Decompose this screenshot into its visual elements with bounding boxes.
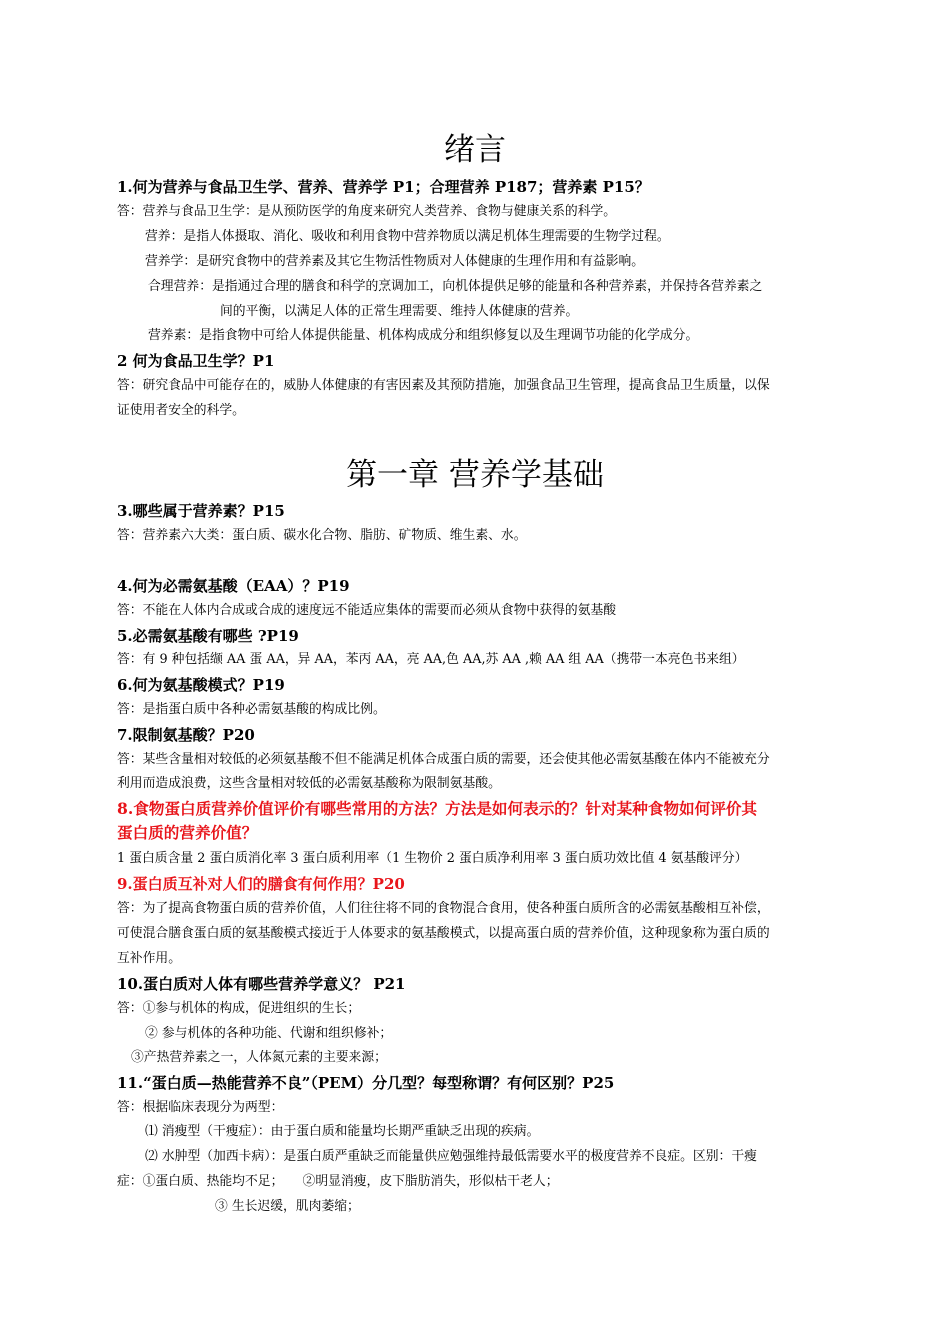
question-4: 4.何为必需氨基酸（EAA）？P19 bbox=[117, 577, 350, 595]
answer-11-line-4: 症：①蛋白质、热能均不足； ②明显消瘦，皮下脂肪消失，形似枯干老人； bbox=[117, 1174, 559, 1189]
question-10: 10.蛋白质对人体有哪些营养学意义？ P21 bbox=[117, 975, 406, 993]
answer-6: 答：是指蛋白质中各种必需氨基酸的构成比例。 bbox=[117, 702, 386, 717]
answer-11-line-5: ③ 生长迟缓，肌肉萎缩； bbox=[215, 1199, 360, 1214]
answer-1-line-5: 间的平衡，以满足人体的正常生理需要、维持人体健康的营养。 bbox=[220, 304, 579, 319]
answer-9-line-2: 可使混合膳食蛋白质的氨基酸模式接近于人体要求的氨基酸模式，以提高蛋白质的营养价值，这种现象称为蛋白质的 bbox=[117, 926, 770, 941]
answer-9-line-1: 答：为了提高食物蛋白质的营养价值，人们往往将不同的食物混合食用，使各种蛋白质所含的必需氨基酸相互补偿， bbox=[117, 901, 770, 916]
answer-1-line-3: 营养学：是研究食物中的营养素及其它生物活性物质对人体健康的生理作用和有益影响。 bbox=[145, 254, 645, 269]
answer-4: 答：不能在人体内合成或合成的速度远不能适应集体的需要而必须从食物中获得的氨基酸 bbox=[117, 603, 617, 618]
answer-1-line-1: 答：营养与食品卫生学：是从预防医学的角度来研究人类营养、食物与健康关系的科学。 bbox=[117, 204, 617, 219]
answer-5: 答：有 9 种包括缬 AA 蛋 AA，异 AA，苯丙 AA，亮 AA,色 AA,苏 AA ,赖 AA 组 AA（携带一本亮色书来组） bbox=[117, 652, 745, 667]
question-8-line-1: 8.食物蛋白质营养价值评价有哪些常用的方法？方法是如何表示的？针对某种食物如何评价其 bbox=[117, 799, 758, 818]
answer-10-line-1: 答：①参与机体的构成，促进组织的生长； bbox=[117, 1001, 361, 1016]
answer-8: 1 蛋白质含量 2 蛋白质消化率 3 蛋白质利用率（1 生物价 2 蛋白质净利用率 3 蛋白质功效比值 4 氨基酸评分） bbox=[117, 851, 748, 866]
section-title-intro: 绪言 bbox=[444, 132, 506, 168]
question-11: 11.“蛋白质—热能营养不良”（PEM）分几型？每型称谓？有何区别？P25 bbox=[117, 1074, 615, 1092]
answer-11-line-3: ⑵ 水肿型（加西卡病）：是蛋白质严重缺乏而能量供应勉强维持最低需要水平的极度营养不良症。区别：干瘦 bbox=[145, 1149, 757, 1164]
answer-1-line-4: 合理营养：是指通过合理的膳食和科学的烹调加工，向机体提供足够的能量和各种营养素，并保持各营养素之 bbox=[148, 279, 763, 294]
answer-2-line-1: 答：研究食品中可能存在的，威胁人体健康的有害因素及其预防措施，加强食品卫生管理，提高食品卫生质量，以保 bbox=[117, 378, 770, 393]
answer-1-line-2: 营养：是指人体摄取、消化、吸收和利用食物中营养物质以满足机体生理需要的生物学过程。 bbox=[145, 229, 670, 244]
question-5: 5.必需氨基酸有哪些 ?P19 bbox=[117, 627, 299, 645]
question-8-line-2: 蛋白质的营养价值？ bbox=[117, 823, 258, 842]
answer-11-line-2: ⑴ 消瘦型（干瘦症）：由于蛋白质和能量均长期严重缺乏出现的疾病。 bbox=[145, 1124, 540, 1139]
chapter-title-1: 第一章 营养学基础 bbox=[346, 457, 604, 493]
answer-9-line-3: 互补作用。 bbox=[117, 951, 181, 966]
answer-11-line-1: 答：根据临床表现分为两型： bbox=[117, 1100, 284, 1115]
answer-10-line-2: ② 参与机体的各种功能、代谢和组织修补； bbox=[145, 1026, 393, 1041]
question-3: 3.哪些属于营养素？P15 bbox=[117, 502, 285, 520]
answer-10-line-3: ③产热营养素之一，人体氮元素的主要来源； bbox=[131, 1050, 387, 1065]
answer-1-line-6: 营养素：是指食物中可给人体提供能量、机体构成成分和组织修复以及生理调节功能的化学成分。 bbox=[148, 328, 699, 343]
question-2: 2 何为食品卫生学？P1 bbox=[117, 352, 275, 370]
question-6: 6.何为氨基酸模式？P19 bbox=[117, 676, 285, 694]
answer-2-line-2: 证使用者安全的科学。 bbox=[117, 403, 245, 418]
answer-3: 答：营养素六大类：蛋白质、碳水化合物、脂肪、矿物质、维生素、水。 bbox=[117, 528, 527, 543]
question-7: 7.限制氨基酸？P20 bbox=[117, 726, 255, 744]
answer-7-line-1: 答：某些含量相对较低的必须氨基酸不但不能满足机体合成蛋白质的需要，还会使其他必需氨基酸在体内不能被充分 bbox=[117, 752, 770, 767]
question-1: 1.何为营养与食品卫生学、营养、营养学 P1；合理营养 P187；营养素 P15？ bbox=[117, 178, 650, 196]
question-9: 9.蛋白质互补对人们的膳食有何作用？P20 bbox=[117, 875, 405, 893]
answer-7-line-2: 利用而造成浪费，这些含量相对较低的必需氨基酸称为限制氨基酸。 bbox=[117, 776, 501, 791]
